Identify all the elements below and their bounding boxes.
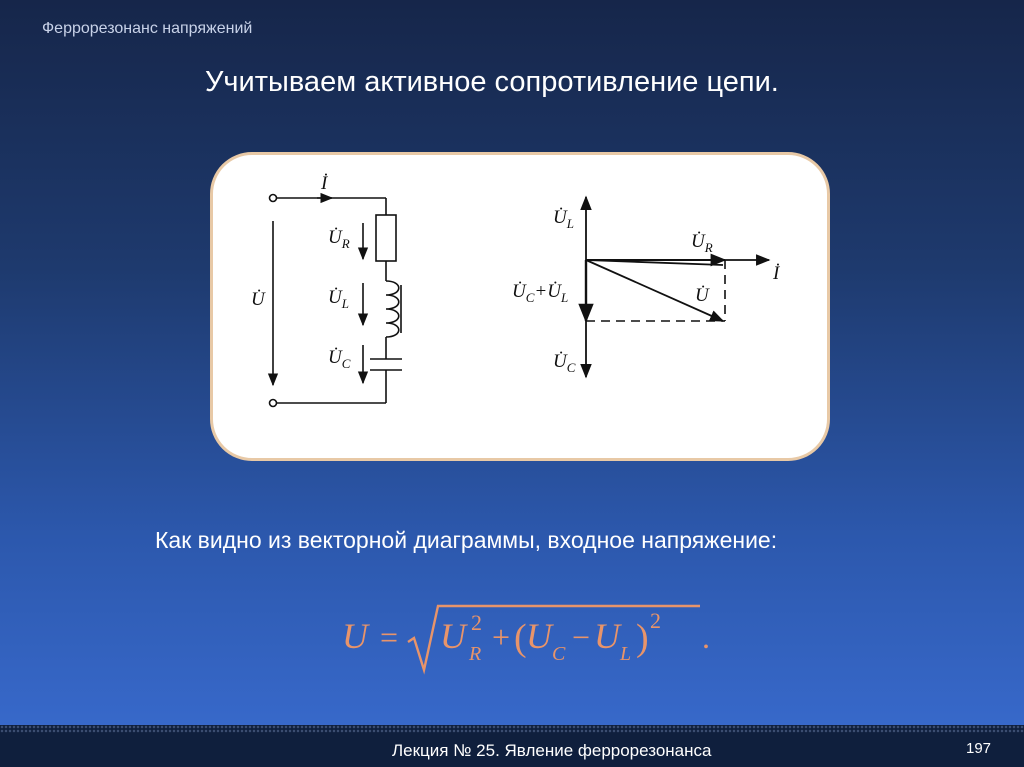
- formula-ur-sub: R: [469, 643, 482, 665]
- resistor: [376, 215, 396, 261]
- formula-ur: U: [440, 616, 466, 656]
- formula-lparen: (: [514, 617, 527, 659]
- formula-plus: +: [492, 619, 511, 655]
- formula-ur-sup: 2: [471, 610, 482, 635]
- top-terminal: [270, 195, 277, 202]
- formula: [340, 600, 740, 680]
- formula-minus: −: [572, 619, 591, 655]
- svg-text:U: [440, 616, 468, 656]
- vd-ul-label: $U̇_L$: [553, 207, 574, 231]
- vd-sum-label: $U̇_C+U̇_L$: [512, 281, 569, 305]
- ul-label: $U̇_L$: [328, 287, 349, 311]
- vd-ur-label: $U̇_R$: [691, 231, 713, 255]
- formula-rparen: ): [636, 617, 649, 659]
- slide-title: Учитываем активное сопротивление цепи.: [205, 66, 779, 98]
- inductor: [386, 281, 399, 337]
- input-voltage-label: U̇: [251, 289, 265, 310]
- vd-current-label: İ: [773, 263, 780, 284]
- footer-divider: [0, 725, 1024, 733]
- formula-ul-sub: L: [620, 643, 632, 665]
- figure-panel: [210, 152, 830, 461]
- formula-dot: .: [702, 619, 710, 655]
- slide-header: Феррорезонанс напряжений: [42, 20, 253, 37]
- ur-label: $U̇_R$: [328, 227, 350, 251]
- formula-eq: =: [380, 619, 399, 655]
- page-number: 197: [966, 740, 992, 757]
- figure-svg: [213, 155, 827, 458]
- vd-uc-label: $U̇_C$: [553, 351, 576, 375]
- formula-lhs: U: [342, 616, 368, 656]
- formula-sup2: 2: [650, 608, 661, 633]
- uc-label: $U̇_C$: [328, 347, 351, 371]
- formula-uc: U: [526, 616, 552, 656]
- caption: Как видно из векторной диаграммы, входное напряжение:: [155, 527, 778, 553]
- vector-diagram: [586, 197, 769, 377]
- current-label: İ: [321, 173, 328, 194]
- formula-uc-sub: C: [552, 643, 566, 665]
- vd-u-label: U̇: [695, 285, 709, 306]
- footer-title: Лекция № 25. Явление феррорезонанса: [392, 741, 712, 760]
- formula-ul: U: [594, 616, 620, 656]
- bottom-terminal: [270, 400, 277, 407]
